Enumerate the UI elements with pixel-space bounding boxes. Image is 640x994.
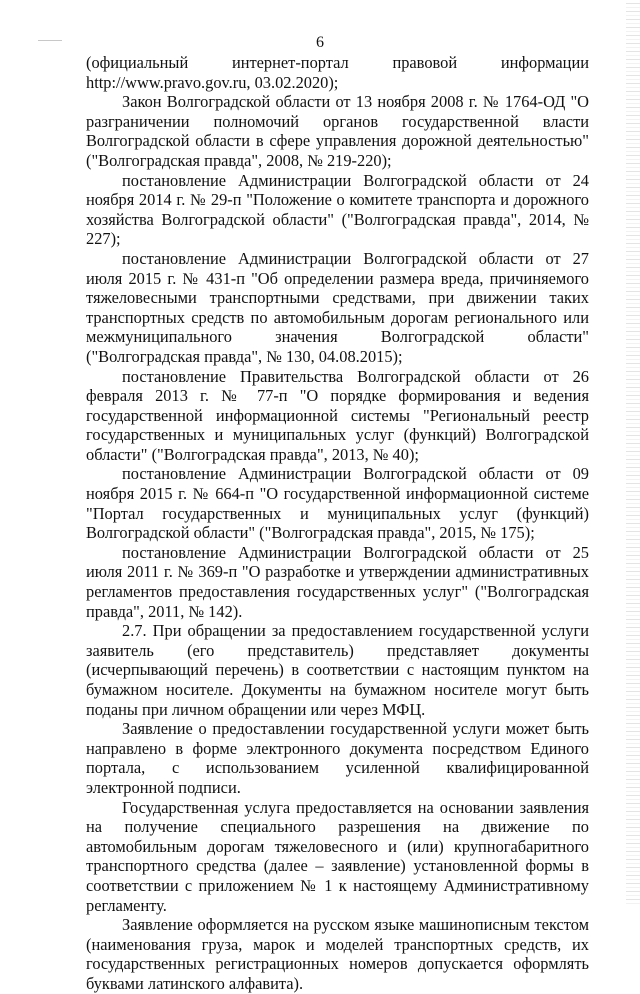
page-number: 6 <box>316 34 324 51</box>
paragraph-resolution-664: постановление Администрации Волгоградской области от 09 ноября 2015 г. № 664-п "О государственной информационной системе "Портал государственных и муниципальных услуг (функций) Волгоградской области" ("Волгоградская правда", 2015, № 175); <box>86 464 589 543</box>
paragraph-law-1764: Закон Волгоградской области от 13 ноября 2008 г. № 1764-ОД "О разграничении полномочий органов государственной власти Волгоградской области в сфере управления дорожной деятельностью" ("Волгоградская правда", 2008, № 219-220); <box>86 92 589 170</box>
paragraph-clause-2-7: 2.7. При обращении за предоставлением государственной услуги заявитель (его представитель) представляет документы (исчерпывающий перечень) в соответствии с настоящим пунктом на бумажном носителе. Документы на бумажном носителе могут быть поданы при личном обращении или через МФЦ. <box>86 621 589 719</box>
paragraph-resolution-431: постановление Администрации Волгоградской области от 27 июля 2015 г. № 431-п "Об определении размера вреда, причиняемого тяжеловесными транспортными средствами, при движении таких транспортных средств по автомобильным дорогам регионального или межмуниципального значения Волгоградской области" ("Волгоградская правда", № 130, 04.08.2015); <box>86 248 589 366</box>
paragraph-resolution-29: постановление Администрации Волгоградской области от 24 ноября 2014 г. № 29-п "Положение о комитете транспорта и дорожного хозяйства Волгоградской области" ("Волгоградская правда", 2014, № 227); <box>86 170 589 249</box>
paragraph-service-basis: Государственная услуга предоставляется на основании заявления на получение специального разрешения на движение по автомобильным дорогам тяжеловесного и (или) крупногабаритного транспортного средства (далее – заявление) установленной формы в соответствии с приложением № 1 к настоящему Административному регламенту. <box>86 797 589 915</box>
paragraph-resolution-77: постановление Правительства Волгоградской области от 26 февраля 2013 г. № 77-п "О порядке формирования и ведения государственной информационной системы "Региональный реестр государственных и муниципальных услуг (функций) Волгоградской области" ("Волгоградская правда", 2013, № 40); <box>86 366 589 464</box>
paragraph-continuation: (официальный интернет-портал правовой информации http://www.pravo.gov.ru, 03.02.2020); <box>86 53 589 92</box>
paragraph-application-format: Заявление оформляется на русском языке машинописным текстом (наименования груза, марок и моделей транспортных средств, их государственных регистрационных номеров допускается оформлять буквами латинского алфавита). <box>86 915 589 993</box>
paragraph-resolution-369: постановление Администрации Волгоградской области от 25 июля 2011 г. № 369-п "О разработке и утверждении административных регламентов предоставления государственных услуг" ("Волгоградская правда", 2011, № 142). <box>86 542 589 621</box>
scan-edge <box>626 0 640 905</box>
paragraph-electronic-application: Заявление о предоставлении государственной услуги может быть направлено в форме электронного документа посредством Единого портала, с использованием усиленной квалифицированной электронной подписи. <box>86 719 589 797</box>
document-body <box>86 53 589 994</box>
